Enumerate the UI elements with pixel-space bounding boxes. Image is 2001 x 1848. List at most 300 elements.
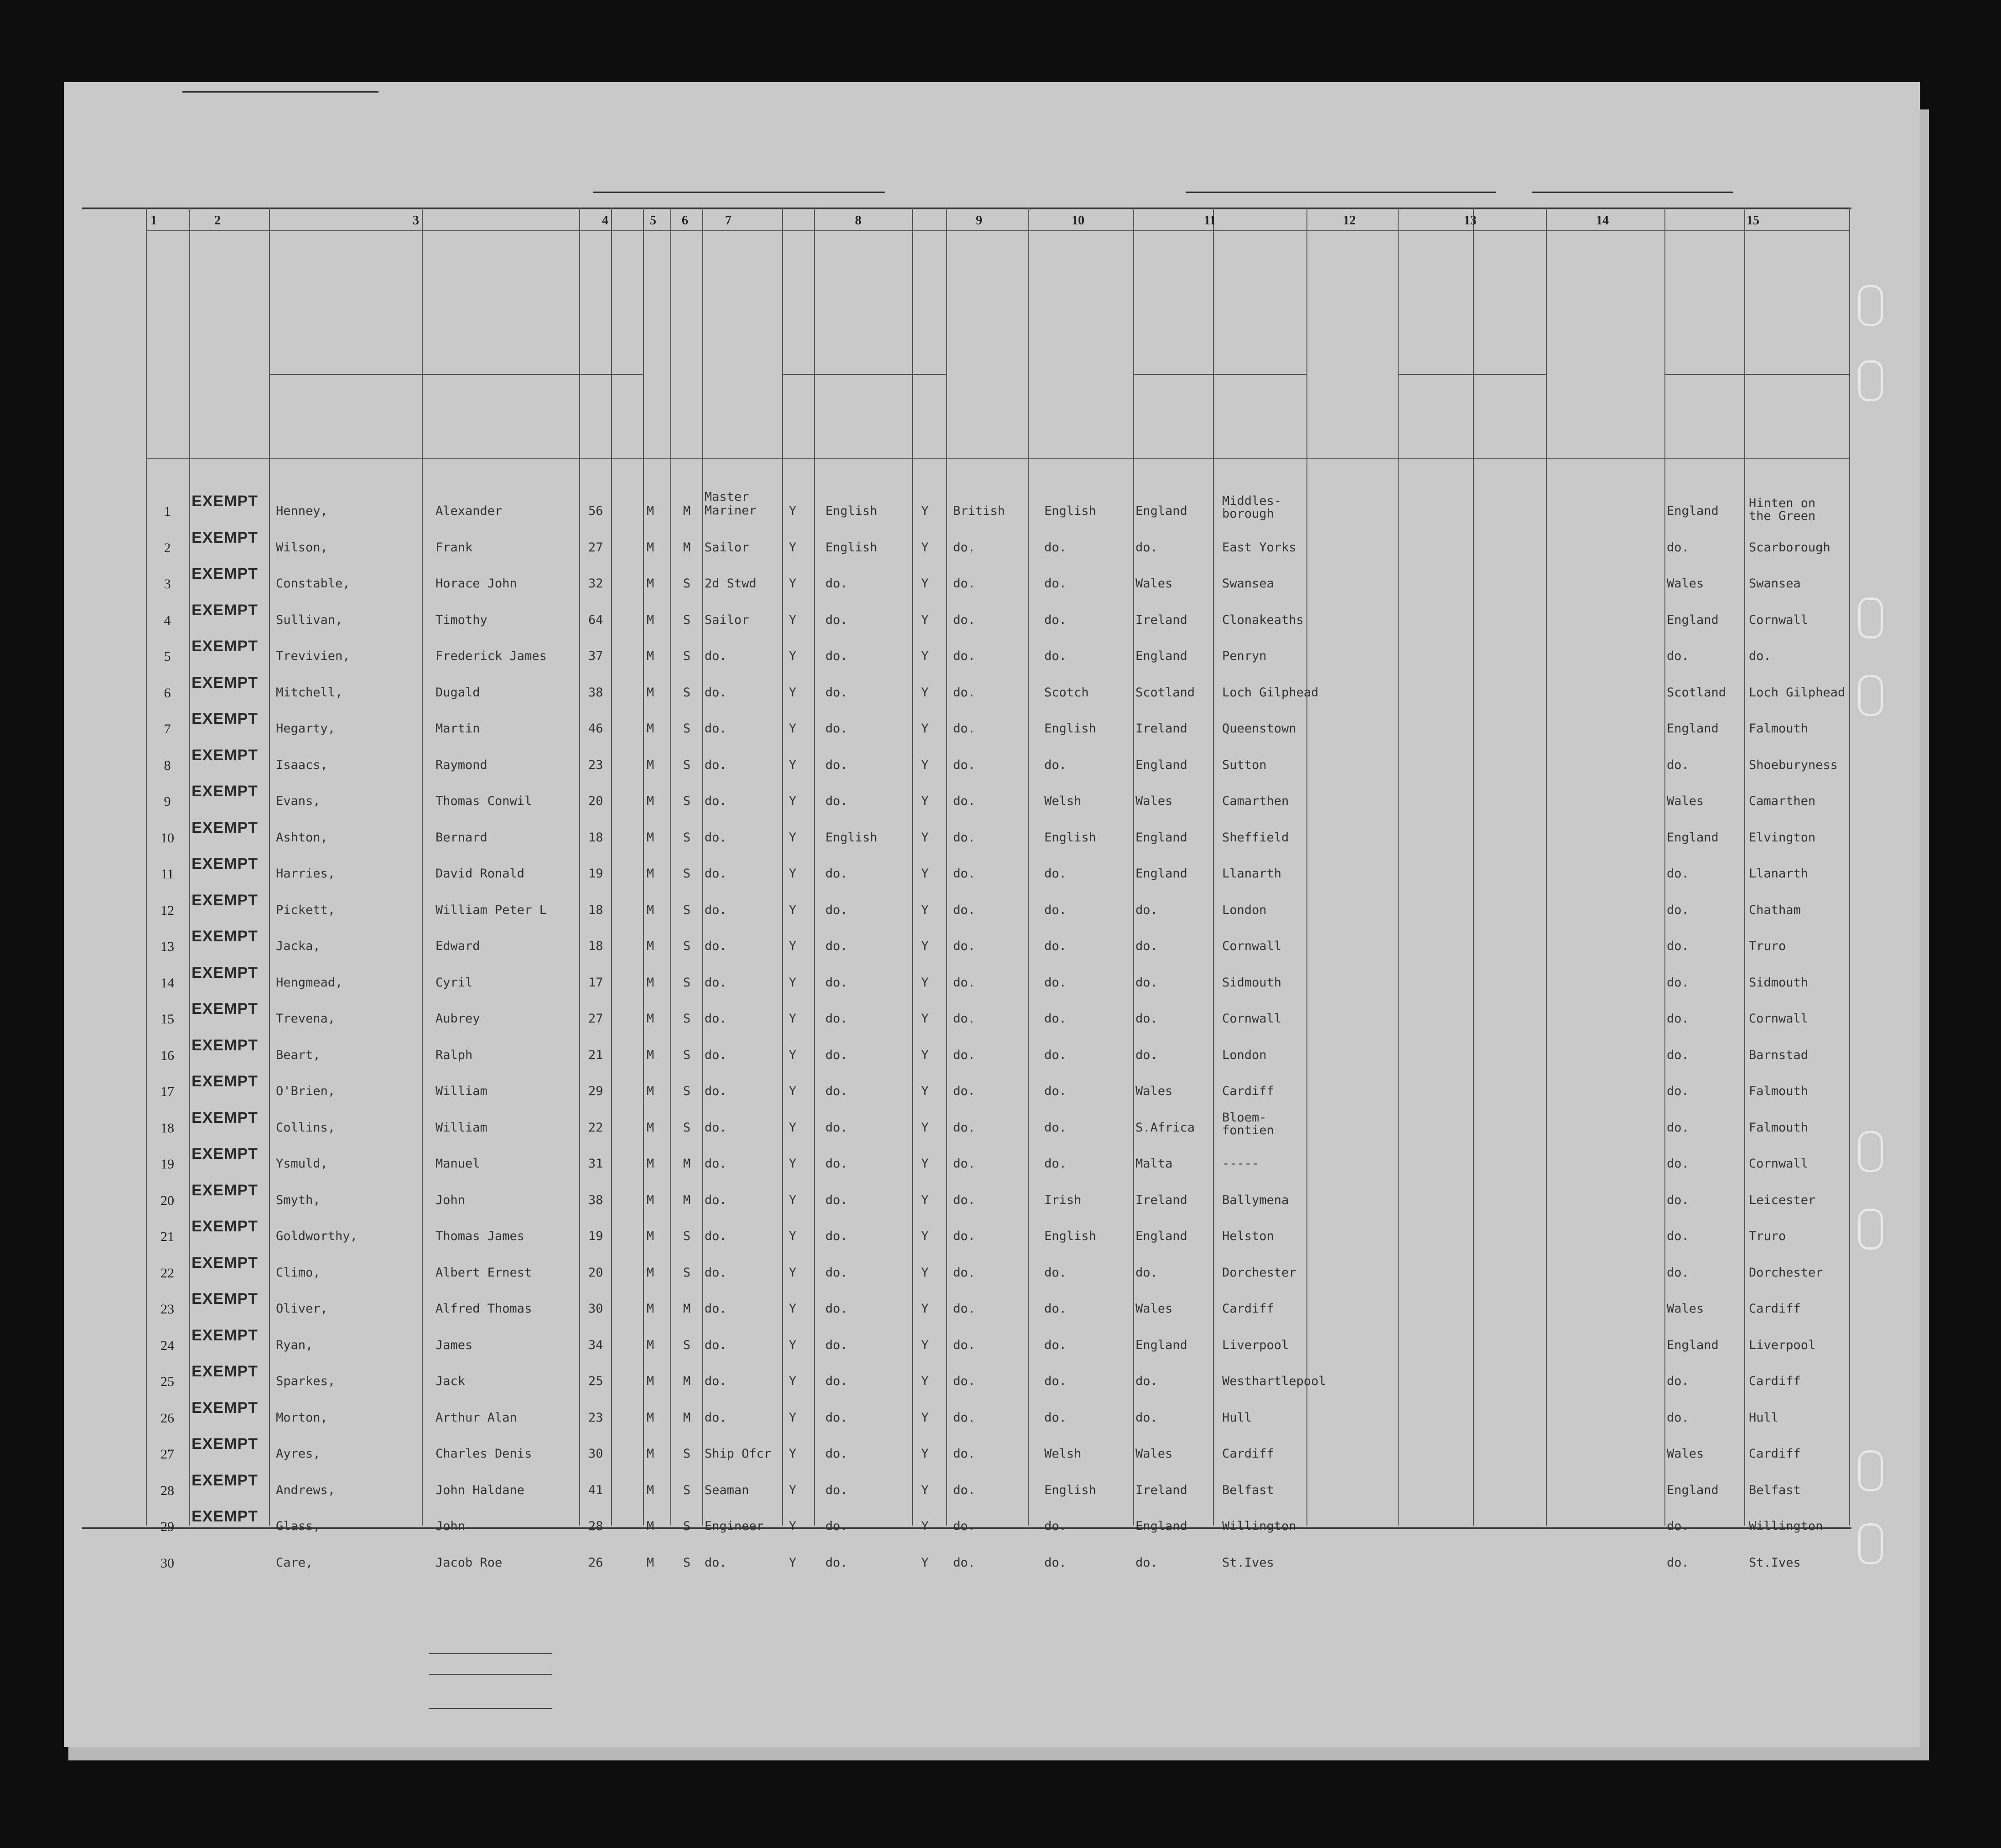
sex: M: [647, 1410, 654, 1425]
grid-subheader-line: [1664, 374, 1849, 375]
marital-status: M: [683, 1193, 691, 1207]
binder-hole: [1858, 1209, 1883, 1250]
can-read: Y: [789, 1084, 797, 1098]
can-read: Y: [789, 685, 797, 700]
occupation: do.: [705, 1193, 727, 1207]
residence-city: Cardiff: [1749, 1447, 1801, 1461]
can-read: Y: [789, 1447, 797, 1461]
occupation: Ship Ofcr: [705, 1447, 772, 1461]
row-number: 16: [161, 1048, 174, 1063]
row-number: 22: [161, 1265, 174, 1281]
age-years: 46: [588, 722, 603, 736]
family-name: Climo,: [276, 1265, 321, 1280]
given-name: Charles Denis: [435, 1447, 532, 1461]
grid-subheader-line: [1398, 374, 1546, 375]
marital-status: S: [683, 685, 691, 700]
row-number: 25: [161, 1374, 174, 1389]
read-language: do.: [825, 1410, 848, 1425]
binder-hole: [1858, 285, 1883, 326]
birth-country: do.: [1135, 1048, 1158, 1062]
can-write: Y: [921, 1120, 929, 1135]
read-language: do.: [825, 1483, 848, 1497]
row-number: 18: [161, 1120, 174, 1136]
race: do.: [1044, 975, 1067, 990]
residence-country: England: [1667, 722, 1719, 736]
sex: M: [647, 903, 654, 917]
occupation: do.: [705, 830, 727, 845]
grid-vertical-line: [946, 208, 947, 1526]
residence-country: do.: [1667, 1048, 1689, 1062]
list-line: [182, 91, 378, 93]
given-name: John Haldane: [435, 1483, 525, 1497]
can-write: Y: [921, 903, 929, 917]
age-years: 23: [588, 758, 603, 772]
race: do.: [1044, 1048, 1067, 1062]
sex: M: [647, 830, 654, 845]
marital-status: S: [683, 1120, 691, 1135]
age-years: 19: [588, 867, 603, 881]
grid-vertical-line: [643, 208, 644, 1526]
birth-country: England: [1135, 830, 1187, 845]
birth-city: London: [1222, 903, 1267, 917]
sex: M: [647, 1519, 654, 1533]
residence-country: do.: [1667, 1229, 1689, 1243]
race: do.: [1044, 1555, 1067, 1570]
head-tax-stamp: EXEMPT: [192, 1471, 258, 1489]
given-name: David Ronald: [435, 867, 525, 881]
occupation: do.: [705, 1410, 727, 1425]
marital-status: S: [683, 903, 691, 917]
given-name: Raymond: [435, 758, 487, 772]
given-name: Horace John: [435, 576, 517, 591]
race: English: [1044, 504, 1096, 518]
sex: M: [647, 1120, 654, 1135]
race: Welsh: [1044, 794, 1082, 808]
race: do.: [1044, 576, 1067, 591]
marital-status: S: [683, 613, 691, 627]
row-number: 17: [161, 1084, 174, 1099]
sex: M: [647, 758, 654, 772]
residence-country: do.: [1667, 1519, 1689, 1533]
given-name: John: [435, 1193, 466, 1207]
marital-status: S: [683, 1338, 691, 1352]
birth-country: England: [1135, 1229, 1187, 1243]
grid-horizontal-line: [146, 458, 1849, 459]
birth-city: Ballymena: [1222, 1193, 1289, 1207]
row-number: 7: [164, 722, 171, 737]
family-name: Harries,: [276, 867, 336, 881]
head-tax-stamp: EXEMPT: [192, 1399, 258, 1417]
grid-vertical-line: [1849, 208, 1850, 1526]
read-language: English: [825, 830, 877, 845]
can-read: Y: [789, 1193, 797, 1207]
binder-hole: [1858, 1523, 1883, 1564]
birth-city: Cardiff: [1222, 1302, 1274, 1316]
residence-country: do.: [1667, 975, 1689, 990]
birth-country: do.: [1135, 1374, 1158, 1388]
sex: M: [647, 794, 654, 808]
column-number: 11: [1204, 213, 1216, 228]
column-number: 1: [150, 213, 157, 228]
head-tax-stamp: EXEMPT: [192, 674, 258, 691]
row-number: 3: [164, 576, 171, 592]
grid-horizontal-line: [146, 230, 1849, 231]
family-name: Smyth,: [276, 1193, 321, 1207]
can-write: Y: [921, 613, 929, 627]
can-write: Y: [921, 1012, 929, 1026]
residence-country: do.: [1667, 1084, 1689, 1098]
row-number: 5: [164, 649, 171, 664]
can-read: Y: [789, 722, 797, 736]
residence-city: Chatham: [1749, 903, 1801, 917]
occupation: Sailor: [705, 613, 749, 627]
marital-status: S: [683, 939, 691, 953]
age-years: 18: [588, 830, 603, 845]
aliens-line: [429, 1708, 552, 1709]
row-number: 9: [164, 794, 171, 809]
read-language: do.: [825, 1157, 848, 1171]
residence-city: Falmouth: [1749, 722, 1809, 736]
grid-subheader-line: [269, 374, 579, 375]
race: do.: [1044, 1374, 1067, 1388]
read-language: do.: [825, 649, 848, 663]
sex: M: [647, 576, 654, 591]
marital-status: M: [683, 1157, 691, 1171]
can-read: Y: [789, 903, 797, 917]
date-line: [1532, 192, 1733, 193]
birth-city: Cardiff: [1222, 1084, 1274, 1098]
race: do.: [1044, 649, 1067, 663]
residence-city: Sidmouth: [1749, 975, 1809, 990]
row-number: 26: [161, 1410, 174, 1426]
given-name: Edward: [435, 939, 480, 953]
age-years: 34: [588, 1338, 603, 1352]
birth-city: Belfast: [1222, 1483, 1274, 1497]
read-language: do.: [825, 613, 848, 627]
given-name: Alexander: [435, 504, 503, 518]
head-tax-stamp: EXEMPT: [192, 783, 258, 800]
birth-city: Sheffield: [1222, 830, 1289, 845]
read-language: do.: [825, 867, 848, 881]
read-language: do.: [825, 1555, 848, 1570]
can-write: Y: [921, 1374, 929, 1388]
given-name: Alfred Thomas: [435, 1302, 532, 1316]
row-number: 6: [164, 685, 171, 701]
residence-country: England: [1667, 613, 1719, 627]
column-number: 14: [1596, 213, 1609, 228]
birth-city: -----: [1222, 1157, 1260, 1171]
race: do.: [1044, 540, 1067, 555]
grid-vertical-line: [782, 208, 783, 1526]
occupation: Master Mariner: [705, 490, 757, 518]
nationality: do.: [953, 1302, 975, 1316]
occupation: do.: [705, 758, 727, 772]
head-tax-stamp: EXEMPT: [192, 819, 258, 836]
sex: M: [647, 1555, 654, 1570]
head-tax-stamp: EXEMPT: [192, 928, 258, 945]
occupation: do.: [705, 722, 727, 736]
head-tax-stamp: EXEMPT: [192, 1073, 258, 1090]
grid-vertical-line: [611, 208, 612, 1526]
marital-status: S: [683, 1483, 691, 1497]
sex: M: [647, 1483, 654, 1497]
residence-city: Belfast: [1749, 1483, 1801, 1497]
read-language: do.: [825, 1193, 848, 1207]
can-write: Y: [921, 1483, 929, 1497]
occupation: Seaman: [705, 1483, 749, 1497]
row-number: 28: [161, 1483, 174, 1498]
ship-line: [593, 192, 885, 193]
age-years: 56: [588, 504, 603, 518]
read-language: do.: [825, 1120, 848, 1135]
birth-country: Ireland: [1135, 1483, 1187, 1497]
birth-country: England: [1135, 1519, 1187, 1533]
binder-hole: [1858, 597, 1883, 638]
occupation: do.: [705, 1555, 727, 1570]
nationality: do.: [953, 1265, 975, 1280]
row-number: 14: [161, 975, 174, 991]
race: do.: [1044, 1157, 1067, 1171]
family-name: Jacka,: [276, 939, 321, 953]
age-years: 37: [588, 649, 603, 663]
head-tax-stamp: EXEMPT: [192, 1145, 258, 1163]
birth-city: London: [1222, 1048, 1267, 1062]
birth-country: Malta: [1135, 1157, 1173, 1171]
residence-country: do.: [1667, 1157, 1689, 1171]
race: do.: [1044, 1410, 1067, 1425]
age-years: 26: [588, 1555, 603, 1570]
birth-city: Penryn: [1222, 649, 1267, 663]
row-number: 4: [164, 613, 171, 628]
given-name: Frederick James: [435, 649, 547, 663]
head-tax-stamp: EXEMPT: [192, 1290, 258, 1308]
family-name: Evans,: [276, 794, 321, 808]
residence-country: Wales: [1667, 1447, 1704, 1461]
marital-status: S: [683, 1229, 691, 1243]
age-years: 18: [588, 903, 603, 917]
age-years: 38: [588, 685, 603, 700]
residence-country: do.: [1667, 1374, 1689, 1388]
given-name: Cyril: [435, 975, 473, 990]
family-name: Trevena,: [276, 1012, 336, 1026]
head-tax-stamp: EXEMPT: [192, 1109, 258, 1126]
birth-city: Middles- borough: [1222, 494, 1282, 521]
column-number: 9: [976, 213, 982, 228]
column-number: 8: [855, 213, 861, 228]
age-years: 20: [588, 794, 603, 808]
family-name: Sullivan,: [276, 613, 343, 627]
can-read: Y: [789, 975, 797, 990]
family-name: Pickett,: [276, 903, 336, 917]
grid-vertical-line: [1744, 208, 1745, 1526]
can-write: Y: [921, 794, 929, 808]
residence-city: Swansea: [1749, 576, 1801, 591]
row-number: 15: [161, 1012, 174, 1027]
marital-status: S: [683, 1084, 691, 1098]
residence-country: England: [1667, 504, 1719, 518]
birth-city: Dorchester: [1222, 1265, 1296, 1280]
race: do.: [1044, 903, 1067, 917]
residence-country: England: [1667, 1483, 1719, 1497]
marital-status: M: [683, 1302, 691, 1316]
residence-city: Cardiff: [1749, 1302, 1801, 1316]
family-name: Goldworthy,: [276, 1229, 358, 1243]
birth-country: England: [1135, 504, 1187, 518]
grid-subheader-line: [579, 374, 643, 375]
can-read: Y: [789, 1157, 797, 1171]
age-years: 28: [588, 1519, 603, 1533]
age-years: 20: [588, 1265, 603, 1280]
birth-city: Llanarth: [1222, 867, 1282, 881]
can-read: Y: [789, 1048, 797, 1062]
residence-city: Shoeburyness: [1749, 758, 1838, 772]
occupation: do.: [705, 1302, 727, 1316]
residence-city: Liverpool: [1749, 1338, 1816, 1352]
grid-vertical-line: [579, 208, 580, 1526]
nationality: do.: [953, 1410, 975, 1425]
residence-city: Truro: [1749, 1229, 1786, 1243]
head-tax-stamp: EXEMPT: [192, 855, 258, 872]
residence-country: Wales: [1667, 794, 1704, 808]
can-read: Y: [789, 1120, 797, 1135]
residence-country: do.: [1667, 903, 1689, 917]
family-name: Ashton,: [276, 830, 328, 845]
head-tax-stamp: EXEMPT: [192, 1036, 258, 1054]
birth-country: Wales: [1135, 1447, 1173, 1461]
can-read: Y: [789, 830, 797, 845]
grid-vertical-line: [1133, 208, 1134, 1526]
birth-country: Ireland: [1135, 722, 1187, 736]
age-years: 25: [588, 1374, 603, 1388]
can-read: Y: [789, 1519, 797, 1533]
family-name: Care,: [276, 1555, 313, 1570]
marital-status: S: [683, 722, 691, 736]
marital-status: S: [683, 975, 691, 990]
birth-city: Bloem- fontien: [1222, 1110, 1274, 1137]
sex: M: [647, 1338, 654, 1352]
can-write: Y: [921, 1157, 929, 1171]
nationality: do.: [953, 794, 975, 808]
residence-city: do.: [1749, 649, 1771, 663]
row-number: 13: [161, 939, 174, 954]
column-number: 15: [1747, 213, 1759, 228]
us-citizens-line: [429, 1674, 552, 1675]
given-name: Manuel: [435, 1157, 480, 1171]
can-read: Y: [789, 540, 797, 555]
occupation: do.: [705, 1229, 727, 1243]
occupation: Sailor: [705, 540, 749, 555]
given-name: Martin: [435, 722, 480, 736]
residence-city: Cornwall: [1749, 1012, 1809, 1026]
race: do.: [1044, 939, 1067, 953]
occupation: do.: [705, 1265, 727, 1280]
can-write: Y: [921, 685, 929, 700]
family-name: O'Brien,: [276, 1084, 336, 1098]
age-years: 27: [588, 540, 603, 555]
nationality: do.: [953, 830, 975, 845]
grid-vertical-line: [422, 208, 423, 1526]
read-language: do.: [825, 1447, 848, 1461]
marital-status: S: [683, 794, 691, 808]
family-name: Ayres,: [276, 1447, 321, 1461]
binder-hole: [1858, 1131, 1883, 1172]
read-language: do.: [825, 1048, 848, 1062]
sex: M: [647, 1193, 654, 1207]
birth-city: East Yorks: [1222, 540, 1296, 555]
birth-country: Ireland: [1135, 613, 1187, 627]
read-language: do.: [825, 685, 848, 700]
given-name: Thomas James: [435, 1229, 525, 1243]
birth-country: Wales: [1135, 1302, 1173, 1316]
marital-status: S: [683, 867, 691, 881]
grid-vertical-line: [702, 208, 703, 1526]
head-tax-stamp: EXEMPT: [192, 565, 258, 582]
marital-status: S: [683, 649, 691, 663]
residence-city: Scarborough: [1749, 540, 1830, 555]
marital-status: M: [683, 1374, 691, 1388]
can-read: Y: [789, 1338, 797, 1352]
family-name: Glass,: [276, 1519, 321, 1533]
head-tax-stamp: EXEMPT: [192, 1254, 258, 1272]
nationality: do.: [953, 1193, 975, 1207]
age-years: 64: [588, 613, 603, 627]
occupation: do.: [705, 1157, 727, 1171]
sex: M: [647, 1012, 654, 1026]
residence-country: do.: [1667, 758, 1689, 772]
occupation: do.: [705, 1338, 727, 1352]
birth-city: Cornwall: [1222, 1012, 1282, 1026]
residence-city: Cornwall: [1749, 1157, 1809, 1171]
grid-vertical-line: [269, 208, 270, 1526]
read-language: do.: [825, 1374, 848, 1388]
marital-status: M: [683, 504, 691, 518]
birth-country: England: [1135, 758, 1187, 772]
occupation: Engineer: [705, 1519, 764, 1533]
sex: M: [647, 867, 654, 881]
age-years: 41: [588, 1483, 603, 1497]
birth-country: S.Africa: [1135, 1120, 1195, 1135]
family-name: Oliver,: [276, 1302, 328, 1316]
sex: M: [647, 1374, 654, 1388]
residence-city: Truro: [1749, 939, 1786, 953]
race: do.: [1044, 758, 1067, 772]
nationality: do.: [953, 685, 975, 700]
race: do.: [1044, 1338, 1067, 1352]
nationality: do.: [953, 1519, 975, 1533]
occupation: do.: [705, 1120, 727, 1135]
residence-country: do.: [1667, 939, 1689, 953]
grid-vertical-line: [912, 208, 913, 1526]
given-name: Frank: [435, 540, 473, 555]
birth-city: Cornwall: [1222, 939, 1282, 953]
birth-city: Clonakeaths: [1222, 613, 1304, 627]
can-write: Y: [921, 1519, 929, 1533]
can-read: Y: [789, 939, 797, 953]
residence-city: Dorchester: [1749, 1265, 1823, 1280]
residence-city: Hinten on the Green: [1749, 496, 1816, 523]
race: do.: [1044, 1120, 1067, 1135]
birth-city: St.Ives: [1222, 1555, 1274, 1570]
residence-country: do.: [1667, 649, 1689, 663]
can-write: Y: [921, 939, 929, 953]
marital-status: S: [683, 1555, 691, 1570]
nationality: do.: [953, 576, 975, 591]
can-read: Y: [789, 1374, 797, 1388]
binder-hole: [1858, 675, 1883, 716]
race: do.: [1044, 1084, 1067, 1098]
column-number: 10: [1072, 213, 1084, 228]
row-number: 24: [161, 1338, 174, 1353]
